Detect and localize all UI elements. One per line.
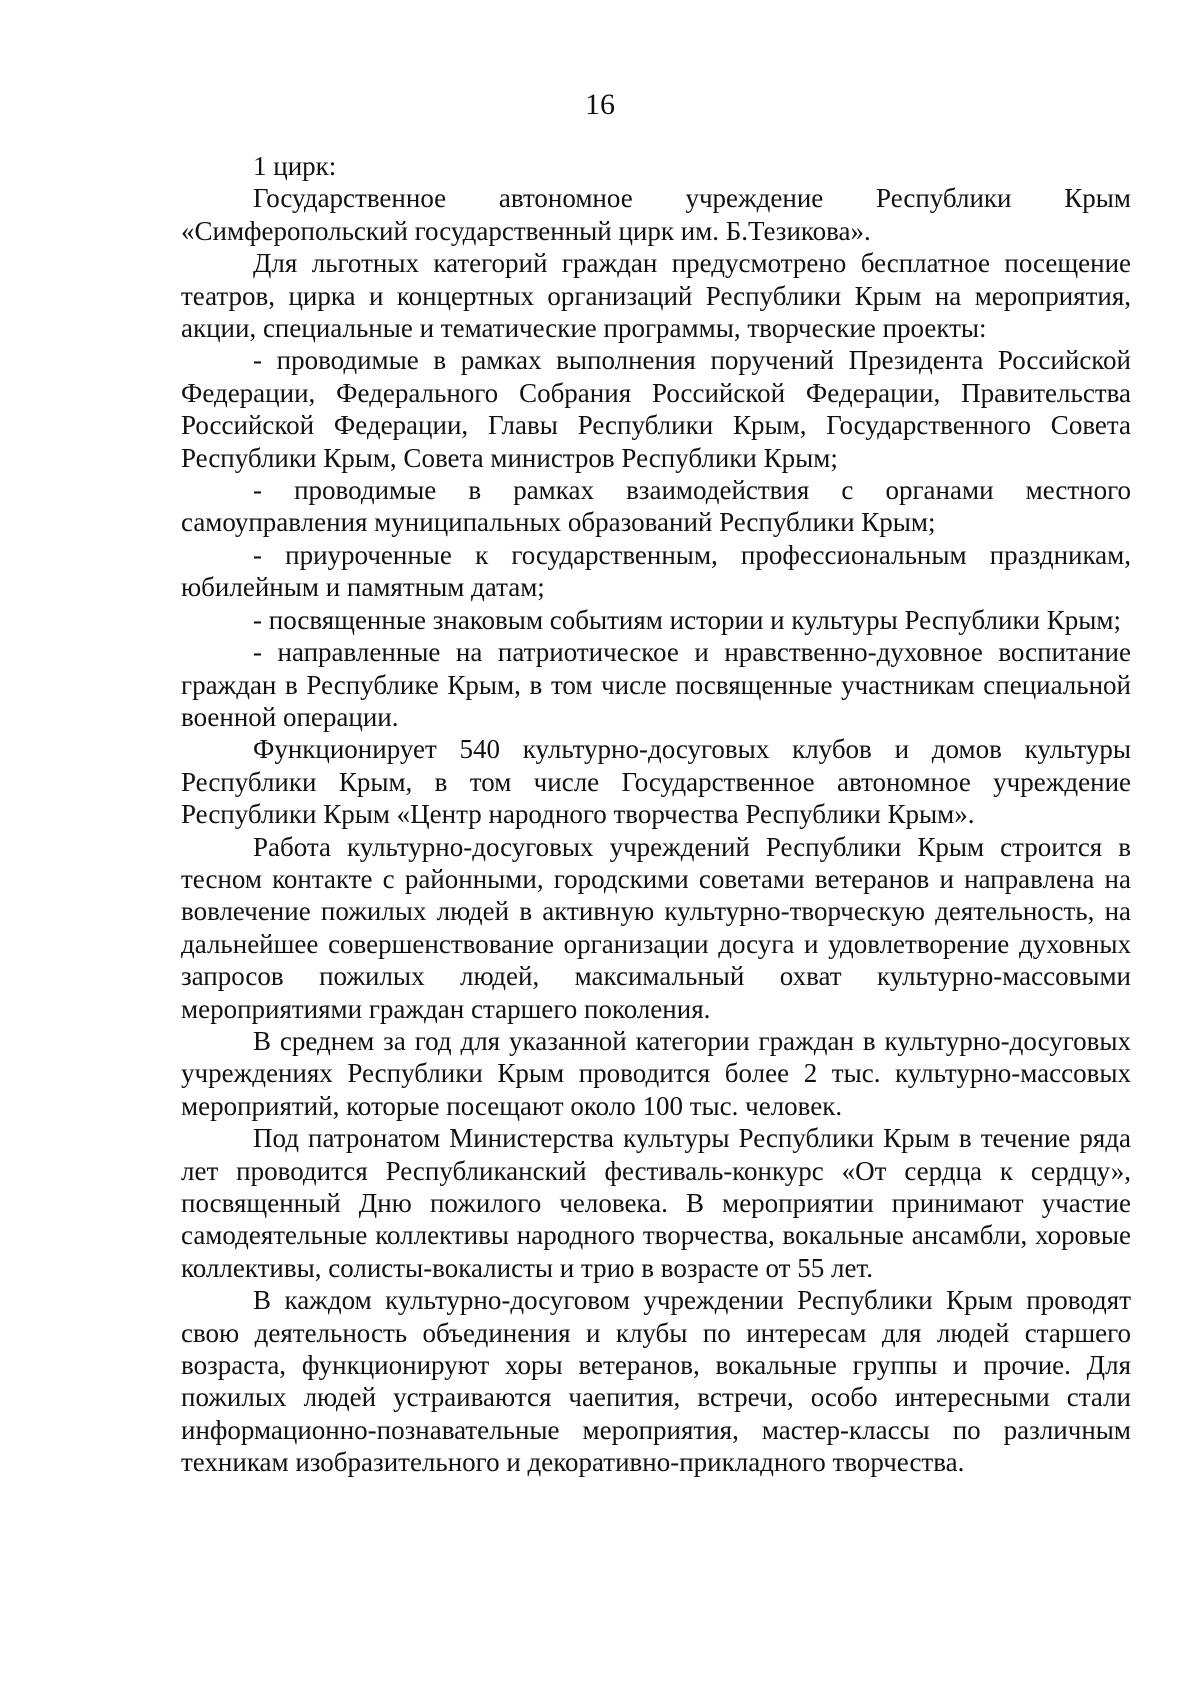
paragraph-free-visits: Для льготных категорий граждан предусмотрено бесплатное посещение театров, цирка и концертных организаций Республики Крым на мероприятия, акции, специальные и тематические программы, творческие проекты:: [181, 248, 1131, 344]
page-number: 16: [585, 88, 615, 121]
paragraph-cultural-clubs: Функционирует 540 культурно-досуговых клубов и домов культуры Республики Крым, в том числе Государственное автономное учреждение Республики Крым «Центр народного творчества Республики Крым».: [181, 734, 1131, 830]
list-item-history-culture: - посвященные знаковым событиям истории и культуры Республики Крым;: [253, 604, 1121, 635]
list-item-holidays: - приуроченные к государственным, профессиональным праздникам, юбилейным и памятным датам;: [181, 539, 1131, 603]
list-item-local-government: - проводимые в рамках взаимодействия с органами местного самоуправления муниципальных образований Республики Крым;: [181, 475, 1131, 538]
document-body: [181, 150, 1131, 1479]
paragraph-circus-heading: 1 цирк:: [253, 151, 337, 181]
paragraph-festival: Под патронатом Министерства культуры Республики Крым в течение ряда лет проводится Республиканский фестиваль-конкурс «От сердца к сердцу», посвященный Дню пожилого человека. В мероприятии принимают участие самодеятельные коллективы народного творчества, вокальные ансамбли, хоровые коллективы, солисты-вокалисты и трио в возрасте от 55 лет.: [181, 1123, 1131, 1283]
paragraph-annual-events: В среднем за год для указанной категории граждан в культурно-досуговых учреждениях Республики Крым проводится более 2 тыс. культурно-массовых мероприятий, которые посещают около 100 тыс. человек.: [181, 1025, 1131, 1121]
paragraph-interest-clubs: В каждом культурно-досуговом учреждении Республики Крым проводят свою деятельность объединения и клубы по интересам для людей старшего возраста, функционируют хоры ветеранов, вокальные группы и прочие. Для пожилых людей устраиваются чаепития, встречи, особо интересными стали информационно-познавательные мероприятия, мастер-классы по различным техникам изобразительного и декоративно-прикладного творчества.: [181, 1285, 1131, 1478]
paragraph-circus-institution: Государственное автономное учреждение Республики Крым «Симферопольский государственный цирк им. Б.Тезикова».: [181, 183, 1131, 246]
list-item-presidential-orders: - проводимые в рамках выполнения поручений Президента Российской Федерации, Федерального Собрания Российской Федерации, Правительства Российской Федерации, Главы Республики Крым, Государственного Совета Республики Крым, Совета министров Республики Крым;: [181, 345, 1131, 473]
paragraph-veterans-cooperation: Работа культурно-досуговых учреждений Республики Крым строится в тесном контакте с районными, городскими советами ветеранов и направлена на вовлечение пожилых людей в активную культурно-творческую деятельность, на дальнейшее совершенствование организации досуга и удовлетворение духовных запросов пожилых людей, максимальный охват культурно-массовыми мероприятиями граждан старшего поколения.: [181, 831, 1131, 1024]
list-item-patriotic-education: - направленные на патриотическое и нравственно-духовное воспитание граждан в Республике Крым, в том числе посвященные участникам специальной военной операции.: [181, 637, 1131, 732]
